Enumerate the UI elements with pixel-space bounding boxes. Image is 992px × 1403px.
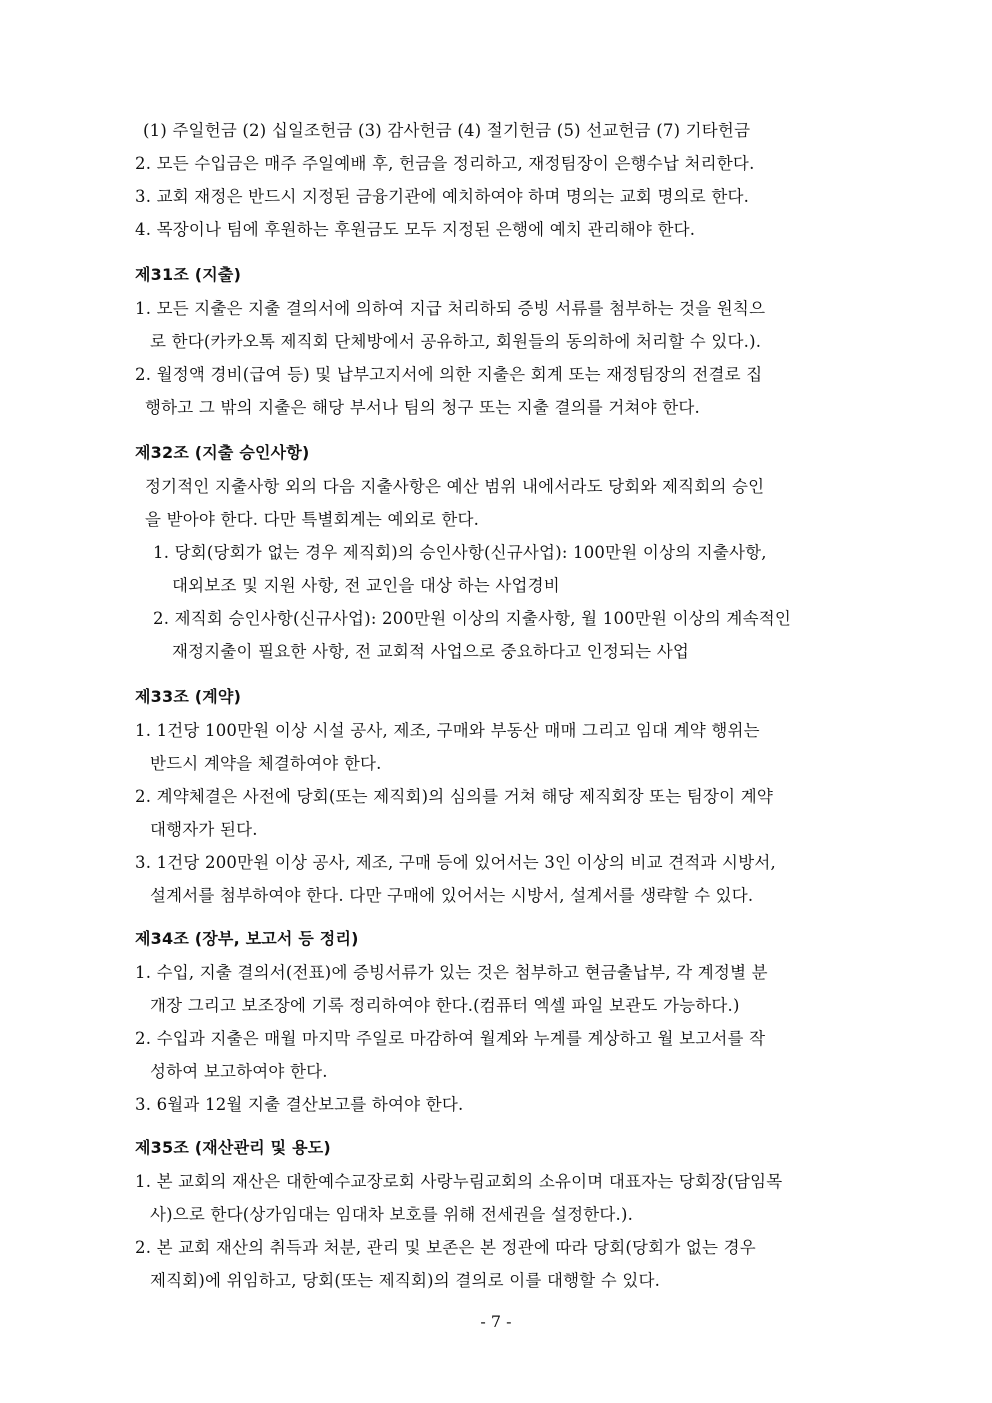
article-intro-continuation: 을 받아야 한다. 다만 특별회계는 예외로 한다. — [145, 510, 480, 529]
clause-item: 1. 모든 지출은 지출 결의서에 의하여 지급 처리하되 증빙 서류를 첨부하는 것을 원칙으 — [135, 299, 766, 318]
clause-item-continuation: 성하여 보고하여야 한다. — [150, 1062, 328, 1081]
clause-item-continuation: 설계서를 첨부하여야 한다. 다만 구매에 있어서는 시방서, 설계서를 생략할 수 있다. — [150, 886, 754, 905]
sub-clause-continuation: 재정지출이 필요한 사항, 전 교회적 사업으로 중요하다고 인정되는 사업 — [172, 642, 690, 661]
clause-item-continuation: 로 한다(카카오톡 제직회 단체방에서 공유하고, 회원들의 동의하에 처리할 수 있다.). — [150, 332, 762, 351]
article-32-heading: 제32조 (지출 승인사항) — [135, 443, 310, 462]
clause-item-continuation: 제직회)에 위임하고, 당회(또는 제직회)의 결의로 이를 대행할 수 있다. — [150, 1271, 661, 1290]
clause-item: 1. 본 교회의 재산은 대한예수교장로회 사랑누림교회의 소유이며 대표자는 당회장(담임목 — [135, 1172, 783, 1191]
article-34-heading: 제34조 (장부, 보고서 등 정리) — [135, 929, 359, 948]
clause-item: 2. 본 교회 재산의 취득과 처분, 관리 및 보존은 본 정관에 따라 당회(당회가 없는 경우 — [135, 1238, 756, 1257]
sub-clause-item: 2. 제직회 승인사항(신규사업): 200만원 이상의 지출사항, 월 100만원 이상의 계속적인 — [153, 609, 791, 628]
article-31-heading: 제31조 (지출) — [135, 265, 242, 284]
clause-item-continuation: 반드시 계약을 체결하여야 한다. — [150, 754, 382, 773]
clause-item: 3. 교회 재정은 반드시 지정된 금융기관에 예치하여야 하며 명의는 교회 명의로 한다. — [135, 187, 750, 206]
clause-item-continuation: 대행자가 된다. — [150, 820, 258, 839]
clause-item-continuation: 행하고 그 밖의 지출은 해당 부서나 팀의 청구 또는 지출 결의를 거쳐야 한다. — [145, 398, 700, 417]
clause-item: 3. 6월과 12월 지출 결산보고를 하여야 한다. — [135, 1095, 464, 1114]
clause-item: 1. 1건당 100만원 이상 시설 공사, 제조, 구매와 부동산 매매 그리고 임대 계약 행위는 — [135, 721, 760, 740]
clause-item: 3. 1건당 200만원 이상 공사, 제조, 구매 등에 있어서는 3인 이상의 비교 견적과 시방서, — [135, 853, 776, 872]
clause-item-continuation: 사)으로 한다(상가임대는 임대차 보호를 위해 전세권을 설정한다.). — [150, 1205, 634, 1224]
clause-item: 2. 수입과 지출은 매월 마지막 주일로 마감하여 월계와 누계를 계상하고 월 보고서를 작 — [135, 1029, 766, 1048]
sub-clause-continuation: 대외보조 및 지원 사항, 전 교인을 대상 하는 사업경비 — [172, 576, 560, 595]
clause-item: 2. 계약체결은 사전에 당회(또는 제직회)의 심의를 거쳐 해당 제직회장 또는 팀장이 계약 — [135, 787, 774, 806]
article-intro: 정기적인 지출사항 외의 다음 지출사항은 예산 범위 내에서라도 당회와 제직회의 승인 — [145, 477, 765, 496]
clause-item: 4. 목장이나 팀에 후원하는 후원금도 모두 지정된 은행에 예치 관리해야 한다. — [135, 220, 696, 239]
clause-item: 2. 모든 수입금은 매주 주일예배 후, 헌금을 정리하고, 재정팀장이 은행수납 처리한다. — [135, 154, 755, 173]
article-35-heading: 제35조 (재산관리 및 용도) — [135, 1138, 331, 1157]
article-33-heading: 제33조 (계약) — [135, 687, 242, 706]
page-number: - 7 - — [480, 1312, 512, 1331]
sub-clause-item: 1. 당회(당회가 없는 경우 제직회)의 승인사항(신규사업): 100만원 이상의 지출사항, — [153, 543, 767, 562]
clause-item: 2. 월정액 경비(급여 등) 및 납부고지서에 의한 지출은 회계 또는 재정팀장의 전결로 집 — [135, 365, 763, 384]
offering-types-list: (1) 주일헌금 (2) 십일조헌금 (3) 감사헌금 (4) 절기헌금 (5) 선교헌금 (7) 기타헌금 — [143, 121, 751, 140]
clause-item: 1. 수입, 지출 결의서(전표)에 증빙서류가 있는 것은 첨부하고 현금출납부, 각 계정별 분 — [135, 963, 768, 982]
clause-item-continuation: 개장 그리고 보조장에 기록 정리하여야 한다.(컴퓨터 엑셀 파일 보관도 가능하다.) — [150, 996, 740, 1015]
